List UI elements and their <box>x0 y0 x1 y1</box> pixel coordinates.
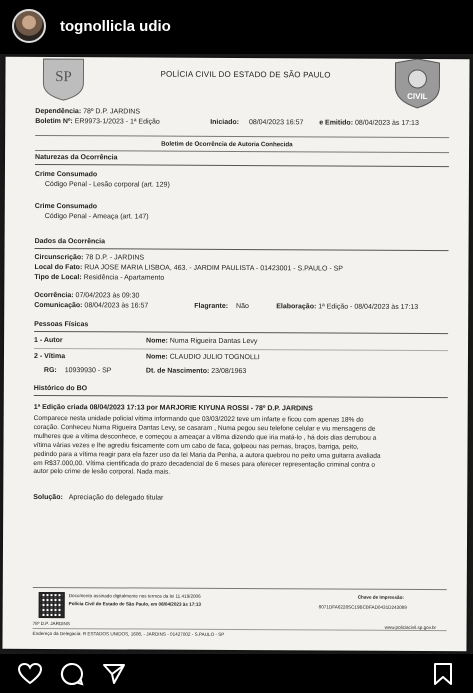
tipo-value: Residência - Apartamento <box>83 274 165 282</box>
rg-value: 10939930 - SP <box>64 367 112 375</box>
crime2-label: Crime Consumado <box>34 202 98 211</box>
divider <box>33 587 447 590</box>
section-pessoas: Pessoas Físicas <box>34 320 89 329</box>
boletim-label: Boletim Nº: <box>35 117 73 126</box>
sp-crest-icon <box>35 57 91 101</box>
crime1-value: Código Penal - Lesão corporal (art. 129) <box>44 180 170 189</box>
post-header <box>0 0 473 52</box>
footer-chave-value: 8071DFA6228SC19BCBFAD0431D243089 <box>318 604 407 610</box>
person1-name: Numa Rigueira Dantas Levy <box>169 337 258 346</box>
historico-line: mulheres que a vítima desconhece, e começou a ameaçar a vítima dizendo que iria matá-lo , há dois dias derrubou a <box>33 432 377 442</box>
elaboracao-label: Elaboração: <box>276 303 317 311</box>
section-naturezas: Naturezas da Ocorrência <box>35 153 118 162</box>
crime2-value: Código Penal - Ameaça (art. 147) <box>44 212 149 221</box>
footer-signature-2: Polícia Civil do Estado de São Paulo, em 08/04/2023 às 17:13 <box>68 601 201 607</box>
svg-text:SP: SP <box>55 69 72 86</box>
divider <box>34 395 448 398</box>
historico-line: vítima várias vezes e lhe agrediu fisicamente com um cabo de faca, golpeou nas pernas, braços, barriga, peito, <box>33 441 359 451</box>
person1-role: 1 - Autor <box>34 336 63 345</box>
dn-value: 23/08/1963 <box>211 367 247 376</box>
emitido-value: 08/04/2023 às 17:13 <box>354 119 419 127</box>
like-heart-icon[interactable] <box>16 660 44 688</box>
dependencia-value: 78º D.P. JARDINS <box>83 108 141 116</box>
ocorrencia-label: Ocorrência: <box>34 291 74 300</box>
historico-line: Comparece nesta unidade policial vítima informando que 03/03/2022 teve um infarte e ficou com apenas 18% do <box>33 414 364 424</box>
historico-text <box>33 415 447 480</box>
divider <box>34 348 448 351</box>
svg-text:CIVIL: CIVIL <box>407 91 428 101</box>
crime1-label: Crime Consumado <box>34 170 98 179</box>
divider <box>34 331 448 334</box>
username[interactable]: tognollicla udio <box>60 17 171 35</box>
solucao-label: Solução: <box>33 493 63 502</box>
historico-line: coração. Conheceu Numa Rigueira Dantas Levy, se casaram , Numa pegou seu telefone celular e viu mensagens de <box>33 423 376 433</box>
circ-value: 78 D.P. - JARDINS <box>85 254 145 262</box>
person2-name: CLAUDIO JULIO TOGNOLLI <box>169 353 260 362</box>
doc-title: Boletim de Ocorrência de Autoria Conhecida <box>161 140 293 149</box>
qr-code-icon <box>39 592 65 618</box>
divider <box>35 248 449 251</box>
iniciado-value: 08/04/2023 16:57 <box>248 119 304 127</box>
person2-role: 2 - Vítima <box>33 352 66 361</box>
boletim-value: ER9973-1/2023 - 1ª Edição <box>74 118 160 126</box>
elaboracao-value: 1ª Edição - 08/04/2023 às 17:13 <box>318 303 419 311</box>
share-paper-plane-icon[interactable] <box>100 660 128 688</box>
divider <box>35 164 449 167</box>
flagrante-value: Não <box>236 302 249 311</box>
dn-label: Dt. de Nascimento: <box>145 367 210 375</box>
comment-icon[interactable] <box>58 660 86 688</box>
footer-endereco: Endereço da Delegacia: R ESTADOS UNIDOS, 1608, - JARDINS - 01427002 - S.PAULO - SP <box>32 630 225 637</box>
person2-name-label: Nome: <box>145 353 168 361</box>
footer-dp: 78º D.P. JARDINS <box>32 620 70 627</box>
policia-civil-crest-icon <box>389 59 445 109</box>
rg-label: RG: <box>43 366 57 375</box>
post-action-bar <box>0 654 473 693</box>
police-report-document <box>2 57 469 651</box>
footer-site: www.policiacivil.sp.gov.br <box>384 624 437 631</box>
ocorrencia-value: 07/04/2023 às 09:30 <box>75 292 140 300</box>
divider <box>35 135 449 138</box>
divider <box>35 150 449 153</box>
historico-line: em R$37.000,00. Vítima cientificada do prazo decadencial de 6 meses para oferecer representação criminal contra o <box>33 459 376 469</box>
avatar[interactable] <box>12 9 46 43</box>
section-dados: Dados da Ocorrência <box>34 237 106 246</box>
historico-header: 1ª Edição criada 08/04/2023 17:13 por MARJORIE KIYUNA ROSSI - 78º D.P. JARDINS <box>33 403 313 413</box>
historico-line: pedindo para a vítima reagir para ela fazer uso da lei Maria da Penha, a autora quebrou no peito uma guitarra avaliada <box>33 450 381 460</box>
comunicacao-label: Comunicação: <box>34 301 83 310</box>
circ-label: Circunscrição: <box>34 253 84 262</box>
post-photo[interactable] <box>0 54 473 654</box>
comunicacao-value: 08/04/2023 às 16:57 <box>84 302 149 310</box>
local-value: RUA JOSE MARIA LISBOA, 463. - JARDIM PAULISTA - 01423001 - S.PAULO - SP <box>84 264 343 273</box>
footer-signature-1: Documento assinado digitalmente nos termos da lei 11.419/2006 <box>68 593 201 599</box>
footer-chave-label: Chave de Impressão: <box>357 594 404 600</box>
local-label: Local do Fato: <box>34 263 83 272</box>
bookmark-icon[interactable] <box>433 662 453 691</box>
iniciado-label: Iniciado: <box>210 118 240 127</box>
dependencia-label: Dependência: <box>35 107 82 116</box>
historico-line: autor pelo crime de lesão corporal. Nada mais. <box>33 468 171 477</box>
section-historico: Histórico do BO <box>33 384 88 393</box>
person1-name-label: Nome: <box>146 337 168 345</box>
tipo-label: Tipo de Local: <box>34 273 82 282</box>
solucao-value: Apreciação do delegado titular <box>68 494 164 502</box>
emitido-label: e Emitido: <box>319 119 354 127</box>
doc-header-title: POLÍCIA CIVIL DO ESTADO DE SÃO PAULO <box>160 69 331 80</box>
flagrante-label: Flagrante: <box>194 302 229 310</box>
